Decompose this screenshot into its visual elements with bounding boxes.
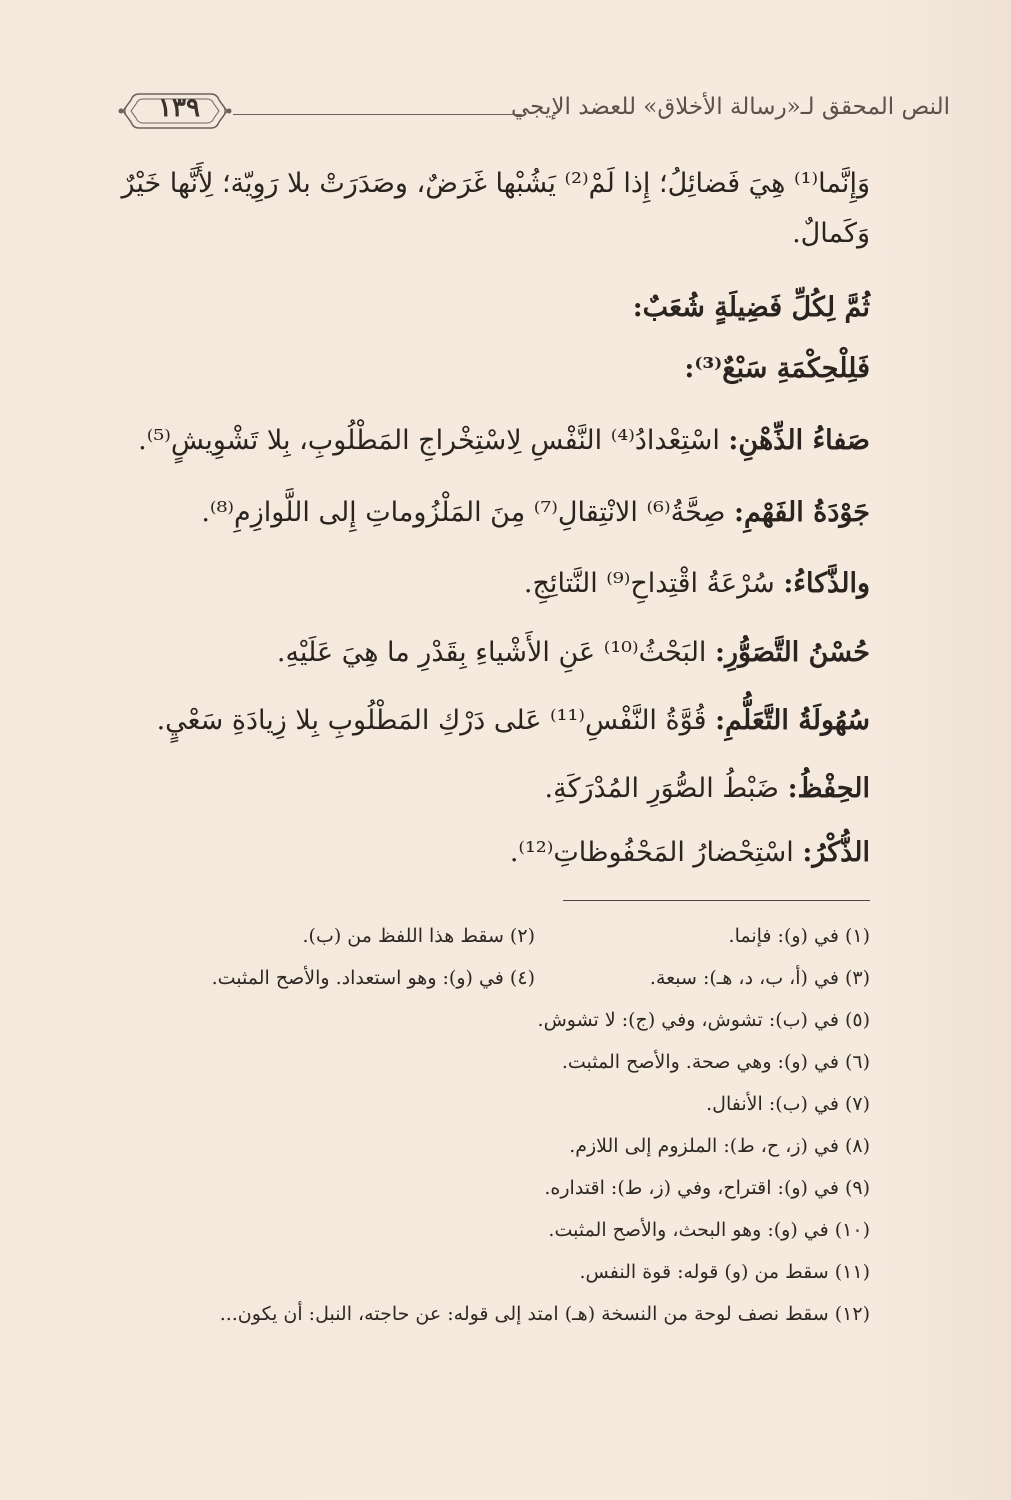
definition-line xyxy=(510,837,870,868)
footnote: (٨) في (ز، ح، ط): الملزوم إلى اللازم. xyxy=(569,1135,870,1157)
section-heading: ثُمَّ لِكُلِّ فَضِيلَةٍ شُعَبٌ: xyxy=(632,292,870,323)
page-number: ١٣٩ xyxy=(158,93,200,123)
footnote: (٣) في (أ، ب، د، هـ): سبعة. xyxy=(649,967,870,989)
running-header xyxy=(115,86,950,136)
text-line: وَكَمالٌ. xyxy=(792,218,870,249)
footnote: (١١) سقط من (و) قوله: قوة النفس. xyxy=(579,1261,870,1283)
footnote: (٦) في (و): وهي صحة. والأصح المثبت. xyxy=(561,1051,870,1073)
term: سُهُولَةُ التَّعَلُّمِ: xyxy=(715,705,870,736)
term: حُسْنُ التَّصَوُّرِ: xyxy=(715,637,870,668)
definition-line xyxy=(524,568,870,599)
footnote: (٥) في (ب): تشوش، وفي (ج): لا تشوش. xyxy=(537,1009,870,1031)
term: والذَّكاءُ: xyxy=(783,568,870,599)
definition-line xyxy=(157,705,870,736)
definition: اسْتِعْدادُ⁽⁴⁾ النَّفْسِ لِاسْتِخْراجِ المَطْلُوبِ، بِلا تَشْوِيشٍ⁽⁵⁾. xyxy=(138,425,729,456)
definition: ضَبْطُ الصُّوَرِ المُدْرَكَةِ. xyxy=(544,773,788,804)
definition: قُوَّةُ النَّفْسِ⁽¹¹⁾ عَلى دَرْكِ المَطْلُوبِ بِلا زِيادَةِ سَعْيٍ. xyxy=(156,705,716,736)
header-rule xyxy=(233,114,522,115)
footnote: (١٢) سقط نصف لوحة من النسخة (هـ) امتد إلى قوله: عن حاجته، النبل: أن يكون... xyxy=(219,1303,870,1325)
footnote-separator xyxy=(563,900,870,901)
definition-line xyxy=(201,497,870,528)
term: جَوْدَةُ الفَهْمِ: xyxy=(734,497,870,528)
definition: البَحْثُ⁽¹⁰⁾ عَنِ الأَشْياءِ بِقَدْرِ ما هِيَ عَلَيْهِ. xyxy=(276,637,716,668)
definition: اسْتِحْضارُ المَحْفُوظاتِ⁽¹²⁾. xyxy=(509,837,803,868)
term: الذُّكْرُ: xyxy=(802,837,870,868)
page-number-frame xyxy=(117,86,233,136)
definition: صِحَّةُ⁽⁶⁾ الانْتِقالِ⁽⁷⁾ مِنَ المَلْزُوماتِ إِلى اللَّوازِمِ⁽⁸⁾. xyxy=(201,497,735,528)
text-line: وَإِنَّما⁽¹⁾ هِيَ فَضائِلُ؛ إِذا لَمْ⁽²⁾ يَشُبْها غَرَضٌ، وصَدَرَتْ بلا رَوِيّة؛ لِأَنَّها خَيْرٌ xyxy=(121,168,870,199)
definition-line xyxy=(545,773,870,804)
term: صَفاءُ الذِّهْنِ: xyxy=(728,425,870,456)
footnote: (١٠) في (و): وهو البحث، والأصح المثبت. xyxy=(548,1219,870,1241)
footnote: (٧) في (ب): الأنفال. xyxy=(706,1093,870,1115)
header-title: النص المحقق لـ«رسالة الأخلاق» للعضد الإيجي xyxy=(511,94,950,120)
section-heading: فَلِلْحِكْمَةِ سَبْعٌ⁽³⁾: xyxy=(684,353,870,384)
definition: سُرْعَةُ اقْتِداحِ⁽⁹⁾ النَّتائِجِ. xyxy=(523,568,784,599)
footnote: (٤) في (و): وهو استعداد. والأصح المثبت. xyxy=(211,967,535,989)
footnote: (٩) في (و): اقتراح، وفي (ز، ط): اقتداره. xyxy=(544,1177,870,1199)
footnote: (٢) سقط هذا اللفظ من (ب). xyxy=(302,925,535,947)
term: الحِفْظُ: xyxy=(787,773,870,804)
footnote: (١) في (و): فإنما. xyxy=(728,925,870,947)
definition-line xyxy=(277,637,870,668)
definition-line xyxy=(138,425,870,456)
